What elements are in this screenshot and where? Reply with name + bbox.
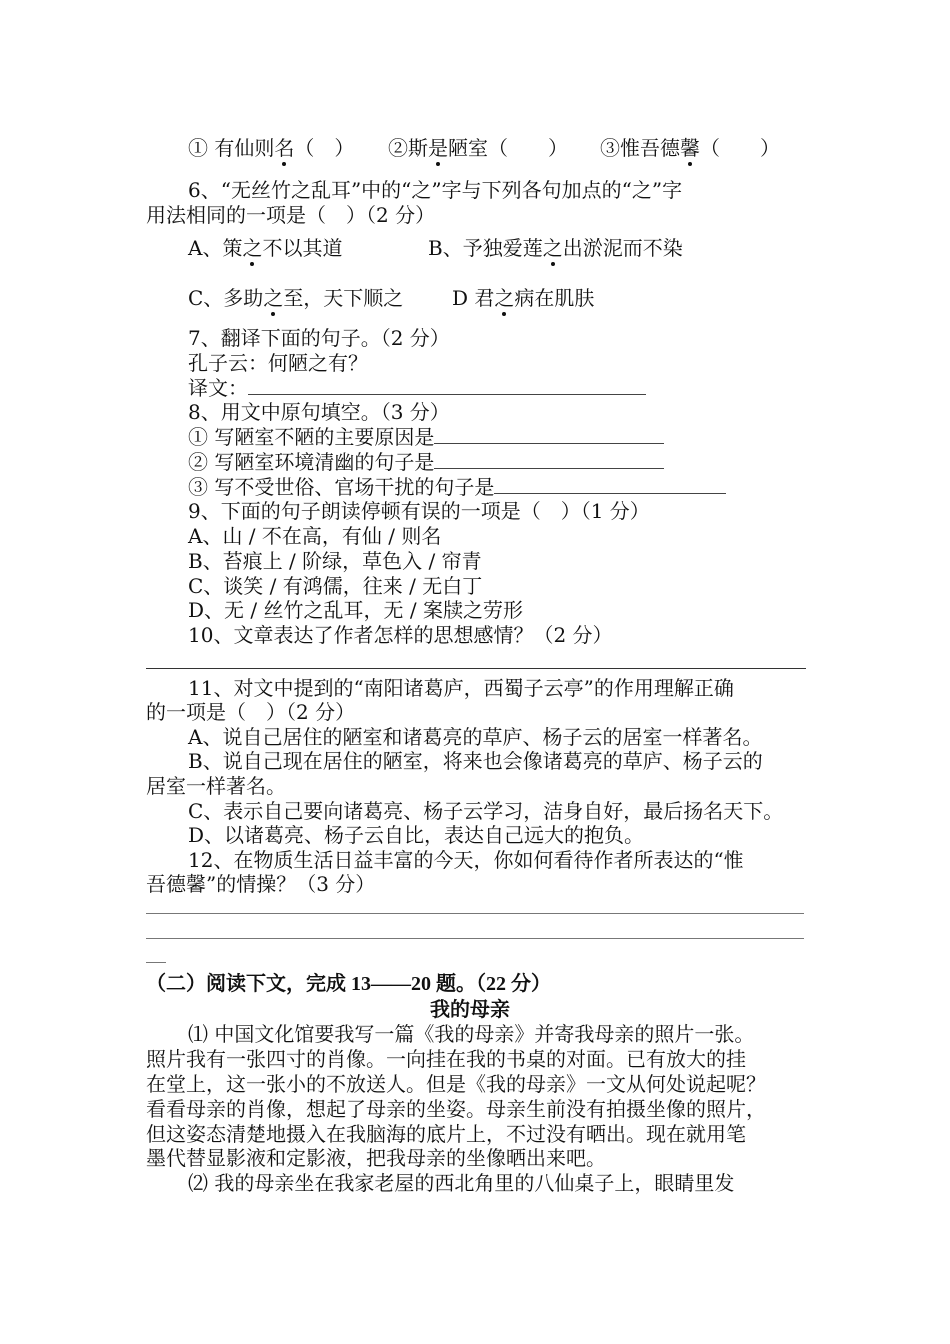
q9-title: 9、下面的句子朗读停顿有误的一项是（ ）（1 分） — [188, 499, 650, 523]
q7-title: 7、翻译下面的句子。（2 分） — [188, 326, 450, 350]
q6-line1: 6、“无丝竹之乱耳”中的“之”字与下列各句加点的“之”字 — [188, 178, 683, 202]
q11-option-b-line2: 居室一样著名。 — [146, 774, 286, 798]
q11-option-d: D、以诸葛亮、杨子云自比，表达自己远大的抱负。 — [188, 823, 645, 847]
section2-para1-line2: 照片我有一张四寸的肖像。一向挂在我的书桌的对面。已有放大的挂 — [146, 1047, 746, 1071]
q10-answer-line[interactable] — [146, 668, 806, 669]
q8-item-1-text: ① 写陋室不陋的主要原因是 — [188, 425, 435, 449]
q12-answer-line-2[interactable] — [146, 938, 804, 939]
q9-option-a: A、山 / 不在高，有仙 / 则名 — [188, 524, 442, 548]
q11-option-c: C、表示自己要向诸葛亮、杨子云学习，洁身自好，最后扬名天下。 — [188, 799, 784, 823]
section2-para2-line1: ⑵ 我的母亲坐在我家老屋的西北角里的八仙桌子上，眼睛里发 — [188, 1171, 735, 1195]
q7-sentence: 孔子云：何陋之有？ — [188, 351, 368, 375]
section2-para1-line6: 墨代替显影液和定影液，把我母亲的坐像晒出来吧。 — [146, 1146, 606, 1170]
q5-option-b — [388, 136, 568, 160]
q5-option-b-dotted-char: 是 — [428, 136, 448, 160]
q11-option-b-line1: B、说自己现在居住的陋室，将来也会像诸葛亮的草庐、杨子云的 — [188, 749, 763, 773]
q5-option-b-text: ②斯 — [388, 136, 428, 160]
q5-option-a — [188, 136, 354, 160]
q8-item-1 — [188, 425, 664, 449]
q6-option-a — [188, 236, 342, 260]
section2-para1-line3: 在堂上，这一张小的不放送人。但是《我的母亲》一文从何处说起呢？ — [146, 1072, 766, 1096]
q5-option-c-paren: （ ） — [700, 136, 780, 160]
q12-answer-line-1[interactable] — [146, 913, 804, 914]
q7-answer-blank[interactable] — [248, 380, 646, 395]
q6-option-b — [428, 236, 683, 260]
q9-option-c: C、谈笑 / 有鸿儒，往来 / 无白丁 — [188, 574, 483, 598]
q6-option-c-dotted-char: 之 — [263, 286, 284, 310]
q10-title: 10、文章表达了作者怎样的思想感情？（2 分） — [188, 623, 613, 647]
q9-option-b: B、苔痕上 / 阶绿，草色入 / 帘青 — [188, 549, 482, 573]
q7-answer-label: 译文： — [188, 376, 248, 400]
q8-item-2-text: ② 写陋室环境清幽的句子是 — [188, 450, 435, 474]
q6-option-b-dotted-char: 之 — [542, 236, 563, 260]
q11-line1: 11、对文中提到的“南阳诸葛庐，西蜀子云亭”的作用理解正确 — [188, 676, 734, 700]
q11-line2: 的一项是（ ）（2 分） — [146, 700, 356, 724]
q8-item-1-blank[interactable] — [434, 429, 664, 444]
q6-option-d-dotted-char: 之 — [494, 286, 515, 310]
section2-heading: （二）阅读下文，完成 13——20 题。（22 分） — [146, 973, 551, 995]
q5-option-c-text: ③惟吾德 — [600, 136, 680, 160]
q6-option-c-text: C、多助 — [188, 286, 264, 310]
q8-title: 8、用文中原句填空。（3 分） — [188, 400, 450, 424]
section2-article-title: 我的母亲 — [430, 999, 510, 1021]
section2-para1-line5: 但这姿态清楚地摄入在我脑海的底片上，不过没有晒出。现在就用笔 — [146, 1122, 746, 1146]
q6-option-a-dotted-char: 之 — [242, 236, 263, 260]
q8-item-2-blank[interactable] — [434, 454, 664, 469]
q12-line2: 吾德馨”的情操？（3 分） — [146, 872, 376, 896]
q9-option-d: D、无 / 丝竹之乱耳，无 / 案牍之劳形 — [188, 598, 523, 622]
q8-item-3-blank[interactable] — [494, 479, 726, 494]
q8-item-2 — [188, 450, 664, 474]
q5-option-b-paren: 陋室（ ） — [448, 136, 568, 160]
q12-line1: 12、在物质生活日益丰富的今天，你如何看待作者所表达的“惟 — [188, 848, 744, 872]
q5-option-a-dotted-char: 名 — [274, 136, 295, 160]
q12-answer-line-3[interactable] — [146, 962, 166, 963]
section2-para1-line1: ⑴ 中国文化馆要我写一篇《我的母亲》并寄我母亲的照片一张。 — [188, 1022, 755, 1046]
q6-option-b-text: B、予独爱莲 — [428, 236, 543, 260]
q5-option-a-text: ① 有仙则 — [188, 136, 275, 160]
q8-item-3 — [188, 475, 726, 499]
q11-option-a: A、说自己居住的陋室和诸葛亮的草庐、杨子云的居室一样著名。 — [188, 725, 763, 749]
q6-option-a-text: A、策 — [188, 236, 243, 260]
q6-option-c — [188, 286, 403, 310]
q6-option-c-rest: 至，天下顺之 — [283, 286, 404, 310]
q7-answer-line — [188, 376, 646, 400]
q6-option-d — [452, 286, 594, 310]
q6-line2: 用法相同的一项是（ ）（2 分） — [146, 203, 436, 227]
q6-option-d-text: D 君 — [452, 286, 495, 310]
q6-option-b-rest: 出淤泥而不染 — [562, 236, 683, 260]
q5-option-c — [600, 136, 780, 160]
q6-option-d-rest: 病在肌肤 — [514, 286, 595, 310]
q5-option-a-paren: （ ） — [294, 136, 355, 160]
q8-item-3-text: ③ 写不受世俗、官场干扰的句子是 — [188, 475, 495, 499]
section2-para1-line4: 看看母亲的肖像，想起了母亲的坐姿。母亲生前没有拍摄坐像的照片， — [146, 1097, 766, 1121]
q5-option-c-dotted-char: 馨 — [680, 136, 700, 160]
q6-option-a-rest: 不以其道 — [262, 236, 343, 260]
